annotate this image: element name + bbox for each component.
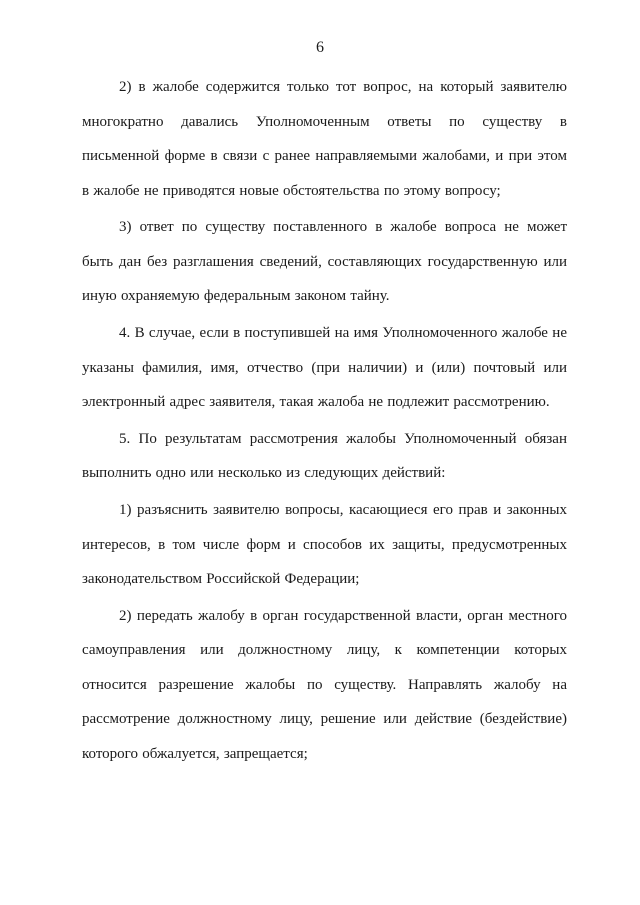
page-number: 6: [316, 39, 324, 56]
document-body: [82, 70, 567, 774]
paragraph-section-4-anonymous-complaint: 4. В случае, если в поступившей на имя Уполномоченного жалобе не указаны фамилия, имя, отчество (при наличии) и (или) почтовый или электронный адрес заявителя, такая жалоба не подлежит рассмотрению.: [82, 325, 567, 411]
paragraph-item-2-repeated-question: 2) в жалобе содержится только тот вопрос, на который заявителю многократно давались Уполномоченным ответы по существу в письменной форме в связи с ранее направляемыми жалобами, и при этом в жалобе не приводятся новые обстоятельства по этому вопросу;: [82, 79, 567, 199]
paragraph-item-3-state-secret: 3) ответ по существу поставленного в жалобе вопроса не может быть дан без разглашения сведений, составляющих государственную или иную охраняемую федеральным законом тайну.: [82, 219, 567, 305]
paragraph-item-1-explain-rights: 1) разъяснить заявителю вопросы, касающиеся его прав и законных интересов, в том числе форм и способов их защиты, предусмотренных законодательством Российской Федерации;: [82, 502, 567, 588]
paragraph-section-5-obligations: 5. По результатам рассмотрения жалобы Уполномоченный обязан выполнить одно или несколько из следующих действий:: [82, 430, 567, 482]
paragraph-item-2-forward-complaint: 2) передать жалобу в орган государственной власти, орган местного самоуправления или должностному лицу, к компетенции которых относится разрешение жалобы по существу. Направлять жалобу на рассмотрение должностному лицу, решение или действие (бездействие) которого обжалуется, запрещается;: [82, 607, 567, 762]
